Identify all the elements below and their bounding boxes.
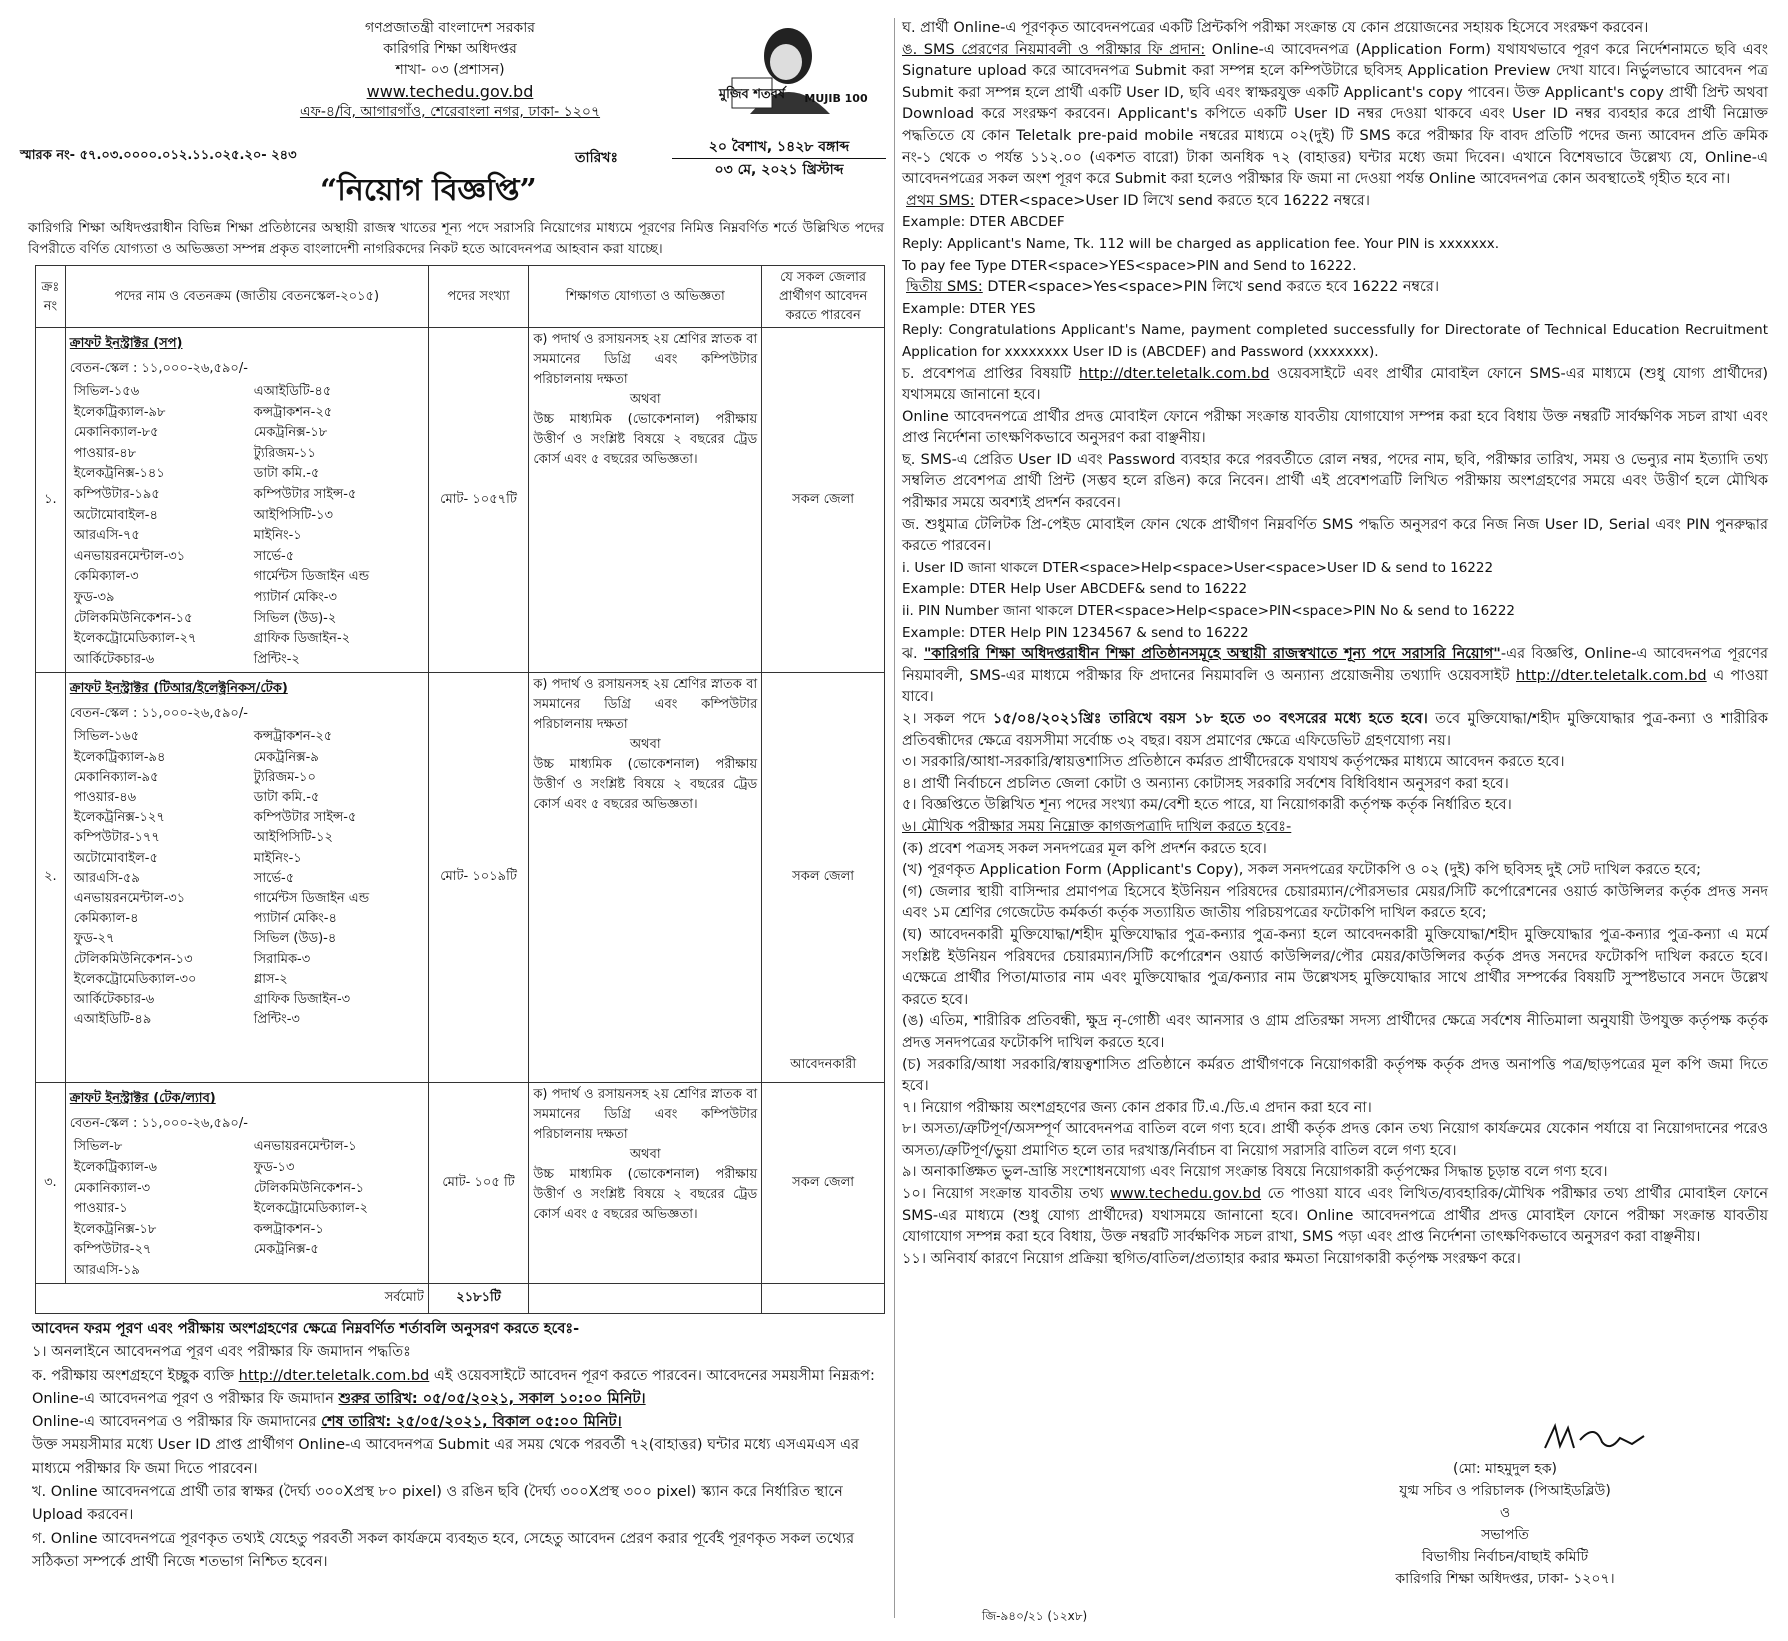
total-empty [762,1284,885,1314]
cond-jha-suffix: এ পাওয়া যাবে। [902,667,1768,706]
signatory-office: কারিগরি শিক্ষা অধিদপ্তর, ঢাকা- ১২০৭। [1395,1571,1615,1587]
qualification-cell [529,673,762,1083]
cond-ja: জ. শুধুমাত্র টেলিটক প্রি-পেইড মোবাইল ফোন থেকে প্রার্থীগণ নিম্নবর্ণিত SMS পদ্ধতি অনুসরণ করে নিজ নিজ User ID, Serial এবং PIN পুনরুদ্ধার করতে পারবেন। [902,516,1768,555]
th-qualification: শিক্ষাগত যোগ্যতা ও অভিজ্ঞতা [529,266,762,328]
th-count: পদের সংখ্যা [428,266,529,328]
online-note: Online আবেদনপত্রে প্রার্থীর প্রদত্ত মোবাইল ফোনে পরীক্ষা সংক্রান্ত যাবতীয় যোগাযোগ সম্পন্ন করা হবে বিধায় উক্ত নম্বরটি সার্বক্ষণিক সচল রাখা এবং প্রাপ্ত নির্দেশনা তাৎক্ষণিকভাবে অনুসরণ করা বাঞ্ছনীয়। [902,408,1768,447]
trade-item: মেকানিক্যাল-৮৫ [73,425,159,441]
cond-fee-time: উক্ত সময়সীমার মধ্যে User ID প্রাপ্ত প্রার্থীগণ Online-এ আবেদনপত্র Submit এর সময় থেকে পরবর্তী ৭২(বাহাত্তর) ঘন্টার মধ্যে এসএমএস এর মাধ্যমে পরীক্ষার ফি জমা দিতে পারবেন। [32,1437,860,1477]
cond-cha-text2: ওয়েবসাইটে এবং প্রার্থীর মোবাইল ফোনে SMS-এর মাধ্যমে (শুধু যোগ্য প্রার্থীদের) যথাসময়ে জানানো হবে। [902,365,1768,404]
trade-item: আইপিসিটি-১২ [253,830,333,846]
trade-item: ইলেকট্রনিক্স-১৮ [73,1221,157,1237]
trade-item: ট্যুরিজম-১১ [253,445,316,461]
cond-3: ৩। সরকারি/আধা-সরকারি/স্বায়ত্তশাসিত প্রতিষ্ঠানে কর্মরত প্রার্থীদেরকে যথাযথ কর্তৃপক্ষের মাধ্যমে আবেদন করতে হবে। [902,754,1565,771]
trade-item: গ্রাফিক ডিজাইন-২ [253,631,351,647]
district-cell [762,673,885,1083]
trade-item: গ্লাস-২ [253,971,288,987]
trade-item: টেলিকমিউনিকেশন-১ [253,1180,365,1196]
mujib-100-logo [718,20,868,116]
trade-item: মাইনিং-১ [253,528,302,544]
cond-cha [902,364,1768,407]
trade-list [70,727,424,1030]
cond-cha-text: চ. প্রবেশপত্র প্রাপ্তির বিষয়টি [902,365,1079,382]
row-serial: ২. [36,673,66,1083]
trade-item: কেমিক্যাল-৩ [73,569,139,585]
trade-item: অটোমোবাইল-৪ [73,507,158,523]
trade-item: ইলেকট্রনিক্স-১২৭ [73,810,165,826]
trade-item: টেলিকমিউনিকেশন-১৫ [73,610,193,626]
cond-6: ৬। মৌখিক পরীক্ষার সময় নিম্নোক্ত কাগজপত্রাদি দাখিল করতে হবেঃ- [902,818,1292,835]
trade-item: ইলেকট্রোমেডিক্যাল-২ [253,1201,368,1217]
cond-8: ৮। অসত্য/ত্রুটিপূর্ণ/অসম্পূর্ণ আবেদনপত্র বাতিল বলে গণ্য হবে। প্রার্থী কর্তৃক প্রদত্ত কোন তথ্য নিয়োগ কার্যক্রমের যেকোন পর্যায়ে বা নিয়োগদানের পরেও অসত্য/ত্রুটিপূর্ণ/ভুয়া প্রমাণিত হলে তার দরখাস্ত/নির্বাচন বা নিয়োগ সরাসরি বাতিল বলে গণ্য হবে। [902,1121,1768,1159]
cond-gha: ঘ. প্রার্থী Online-এ পূরণকৃত আবেদনপত্রের একটি প্রিন্টকপি পরীক্ষা সংক্রান্ত যে কোন প্রয়োজনের সহায়ক হিসেবে সংরক্ষণ করবেন। [902,20,1649,36]
qualification-2: উচ্চ মাধ্যমিক (ভোকেশনাল) পরীক্ষায় উত্তীর্ণ ও সংশ্লিষ্ট বিষয়ে ২ বছরের ট্রেড কোর্স এবং ৫ বছরের অভিজ্ঞতা। [533,757,758,813]
trade-item: পাওয়ার-৪৮ [73,445,137,461]
cond-6-gha: (ঘ) আবেদনকারী মুক্তিযোদ্ধা/শহীদ মুক্তিযোদ্ধার পুত্র-কন্যার পুত্র-কন্যা হলে আবেদনকারী মুক্তিযোদ্ধা/শহীদ মুক্তিযোদ্ধার পুত্র-কন্যার পুত্র-কন্যা এ মর্মে সংশ্লিষ্ট ইউনিয়ন পরিষদের চেয়ারম্যান/সিটি কর্পোরেশন ওয়ার্ড কাউন্সিলর/পৌর মেয়র/কাউন্সিলর কর্তৃক প্রদত্ত সনদের ফটোকপি দাখিল করতে হবে। এক্ষেত্রে প্রার্থীর পিতা/মাতার নাম এবং মুক্তিযোদ্ধার পুত্র/কন্যার নাম উল্লেখসহ মুক্তিযোদ্ধার সাথে প্রার্থীর সম্পর্কের বিষয়টি সুস্পষ্টভাবে সনদে উল্লেখ করতে হবে। [902,926,1768,1008]
cond-2-prefix: ২। সকল পদে [902,711,993,727]
header-address: এফ-৪/বি, আগারগাঁও, শেরেবাংলা নগর, ঢাকা- ১২০৭ [299,104,601,120]
qualification-1: ক) পদার্থ ও রসায়নসহ ২য় শ্রেণির স্নাতক বা সমমানের ডিগ্রি এবং কম্পিউটার পরিচালনায় দক্ষতা [533,1087,758,1143]
trade-item: প্যাটার্ন মেকিং-৪ [253,911,337,927]
trade-item: সার্ভে-৫ [253,870,295,886]
trade-item: আইপিসিটি-১৩ [253,507,333,523]
trade-item: সিরামিক-৩ [253,951,311,967]
notice-title: “নিয়োগ বিজ্ঞপ্তি” [320,173,537,208]
date-label: তারিখঃ [575,150,618,166]
cond-ga: গ. Online আবেদনপত্রে পূরণকৃত তথ্যই যেহেতু পরবর্তী সকল কার্যক্রমে ব্যবহৃত হবে, সেহেতু আবেদন প্রেরণ করার পূর্বেই পূরণকৃত সকল তথ্যের সঠিকতা সম্পর্কে প্রার্থী নিজে শতভাগ নিশ্চিত হবেন। [32,1530,855,1570]
intro-paragraph: কারিগরি শিক্ষা অধিদপ্তরাধীন বিভিন্ন শিক্ষা প্রতিষ্ঠানের অস্থায়ী রাজস্ব খাতের শূন্য পদে সরাসরি নিয়োগের মাধ্যমে পূরণের নিমিত্ত নিম্নবর্ণিত শর্তে উল্লিখিত পদের বিপরীতে বর্ণিত যোগ্যতা ও অভিজ্ঞতা সম্পন্ন প্রকৃত বাংলাদেশী নাগরিকদের নিকট হতে আবেদনপত্র আহবান করা যাচ্ছে। [28,220,884,257]
cond-9: ৯। অনাকাঙ্ক্ষিত ভুল-ভ্রান্তি সংশোধনযোগ্য এবং নিয়োগ সংক্রান্ত বিষয়ে নিয়োগকারী কর্তৃপক্ষের সিদ্ধান্ত চূড়ান্ত বলে গণ্য হবে। [902,1164,1608,1181]
end-date: শেষ তারিখ: ২৫/০৫/২০২১, বিকাল ০৫:০০ মিনিট। [321,1414,622,1431]
end-date-line [32,1411,886,1434]
cond-6-cha: (চ) সরকারি/আধা সরকারি/স্বায়ত্বশাসিত প্রতিষ্ঠানে কর্মরত প্রার্থীগণকে নিয়োগকারী কর্তৃপক্ষ কর্তৃক প্রদত্ত অনাপত্তি পত্র/ছাড়পত্রের মূল কপি জমা দিতে হবে। [902,1056,1768,1095]
trade-item: মেকট্রনিক্স-৯ [253,749,319,765]
cond-ka [32,1365,886,1388]
sms-rules-text: Online-এ আবেদনপত্র (Application Form) যথাযথভাবে পূরণ করে নির্দেশনামতে ছবি এবং Signature upload করে আবেদনপত্র Submit করা সম্পন্ন হলে কম্পিউটারে ছবিসহ Application Preview দেখা যাবে। নির্ভুলভাবে আবেদন পত্র Submit করা সম্পন্ন হলে প্রার্থী একটি User ID, ছবি এবং স্বাক্ষরযুক্ত একটি Applicant's copy পাবেন। উক্ত Applicant's copy প্রার্থী প্রিন্ট অথবা Download করে সংরক্ষণ করবেন। Applicant's কপিতে একটি User ID নম্বর দেওয়া থাকবে এবং User ID নম্বর ব্যবহার করে প্রার্থী নিম্নোক্ত পদ্ধতিতে যে কোন Teletalk pre-paid mobile নম্বরের মাধ্যমে ০২(দুই) টি SMS করে পরীক্ষার ফি বাবদ প্রতিটি পদের জন্য আবেদন প্রতি ক্রমিক নং-১ থেকে ৩ পর্যন্ত ১১২.০০ (একশত বারো) টাকা অনধিক ৭২ (বাহাত্তর) ঘন্টার মধ্যে জমা দিবেন। এখানে বিশেষভাবে উল্লেখ্য যে, Online-এ আবেদনপত্রের সকল অংশ পূরণ করে Submit করা হলেও পরীক্ষার ফি জমা না দেওয়া পর্যন্ত Online আবেদনপত্র কোন অবস্থাতেই গৃহীত হবে না। [902,41,1768,188]
conditions-heading: আবেদন ফরম পূরণ এবং পরীক্ষায় অংশগ্রহণের ক্ষেত্রে নিম্নবর্ণিত শর্তাবলি অনুসরণ করতে হবেঃ- [32,1321,580,1337]
trade-item: মাইনিং-১ [253,850,302,866]
post-count: মোট- ১০৫ টি [428,1083,529,1284]
header-line3: শাখা- ০৩ (প্রশাসন) [395,62,505,78]
table-row [36,328,885,673]
cond-6-ka: (ক) প্রবেশ পত্রসহ সকল সনদপত্রের মূল কপি প্রদর্শন করতে হবে। [902,840,1267,857]
cond-10-prefix: ১০। নিয়োগ সংক্রান্ত যাবতীয় তথ্য [902,1186,1110,1203]
district-applicant: আবেদনকারী [790,1057,857,1073]
application-conditions [32,1318,886,1574]
cond-5: ৫। বিজ্ঞপ্তিতে উল্লিখিত শূন্য পদের সংখ্যা কম/বেশী হতে পারে, যা নিয়োগকারী কর্তৃপক্ষ কর্তৃক নির্ধারিত হবে। [902,797,1512,814]
table-row [36,673,885,1083]
trade-item: কন্সট্রাকশন-১ [253,1221,324,1237]
qualification-cell [529,328,762,673]
trade-item: সিভিল-১৬৫ [73,729,140,745]
trade-item: মেকানিক্যাল-৯৫ [73,769,159,785]
trade-item: ইলেকট্রিক্যাল-৯৮ [73,404,166,420]
trade-item: কেমিক্যাল-৪ [73,911,139,927]
reference-number: স্মারক নং- ৫৭.০৩.০০০০.০১২.১১.০২৫.২০- ২৪৩ [20,148,297,163]
trade-item: সার্ভে-৫ [253,548,295,564]
trade-item: গার্মেন্টস ডিজাইন এন্ড [253,569,370,585]
office-header [270,18,630,123]
total-label: সর্বমোট [36,1284,429,1314]
sms2-example: Example: DTER YES [902,300,1036,317]
ji-number: জি-৯৪০/২১ (১২x৮) [982,1609,1088,1623]
sms1-heading: প্রথম SMS: [906,192,975,209]
cond-jha [902,644,1768,709]
age-limit: ১৫/০৪/২০২১খ্রিঃ তারিখে বয়স ১৮ হতে ৩০ বৎসরের মধ্যে হতে হবে। [992,711,1428,727]
cond-2 [902,709,1768,752]
trade-item: কম্পিউটার-১৯৫ [73,486,160,502]
sms1-text: DTER<space>User ID লিখে send করতে হবে 16222 নম্বরে। [974,192,1370,209]
table-header-row [36,266,885,328]
cond-jha-title: "কারিগরি শিক্ষা অধিদপ্তরাধীন শিক্ষা প্রতিষ্ঠানসমূহে অস্থায়ী রাজস্বখাতে শূন্য পদে সরাসরি নিয়োগ" [923,646,1501,663]
trade-item: আরএসি-৫৯ [73,870,140,886]
signature-block [1350,1458,1660,1590]
signatory-designation: যুগ্ম সচিব ও পরিচালক (পিআইডব্লিউ) [1399,1483,1611,1499]
trade-item: আরএসি-১৯ [73,1262,140,1278]
trade-item: ট্যুরিজম-১০ [253,769,316,785]
trade-item: টেলিকমিউনিকেশন-১৩ [73,951,193,967]
post-name: ক্রাফট ইনস্ট্রাক্টর (সপ) [69,336,183,351]
trade-item: এনভায়রনমেন্টাল-৩১ [73,890,186,906]
trade-item: ইলেকট্রনিক্স-১৪১ [73,466,165,482]
trade-item: এআইডিটি-৪৯ [73,1012,152,1028]
date-bangla: ২০ বৈশাখ, ১৪২৮ বঙ্গাব্দ [672,136,886,159]
trade-item: গার্মেন্টস ডিজাইন এন্ড [253,890,370,906]
cond-6-umo: (ঙ) এতিম, শারীরিক প্রতিবন্ধী, ক্ষুদ্র নৃ-গোষ্ঠী এবং আনসার ও গ্রাম প্রতিরক্ষা সদস্য প্রার্থীদের ক্ষেত্রে সর্বশেষ নীতিমালা অনুযায়ী উপযুক্ত কর্তৃপক্ষ কর্তৃক প্রদত্ত সনদপত্রের ফটোকপি দাখিল করতে হবে। [902,1013,1768,1051]
cond-2-text: তবে মুক্তিযোদ্ধা/শহীদ মুক্তিযোদ্ধার পুত্র-কন্যা ও শারীরিক প্রতিবন্ধীদের ক্ষেত্রে বয়সসীমা সর্বোচ্চ ৩২ বছর। বয়স প্রমাণের ক্ষেত্রে এফিডেভিট গ্রহণযোগ্য নয়। [902,711,1768,749]
teletalk-link[interactable]: http://dter.teletalk.com.bd [238,1367,430,1384]
row-post-cell [65,1083,428,1284]
trade-item: মেকট্রনিক্স-১৮ [253,425,328,441]
start-date-prefix: Online-এ আবেদনপত্র পূরণ ও পরীক্ষার ফি জমাদান [32,1390,339,1407]
cond-11: ১১। অনিবার্য কারণে নিয়োগ প্রক্রিয়া স্থগিত/বাতিল/প্রত্যাহার করার ক্ষমতা নিয়োগকারী কর্তৃপক্ষ সংরক্ষণ করে। [902,1250,1521,1267]
teletalk-link[interactable]: http://dter.teletalk.com.bd [1078,365,1270,382]
trade-item: এনভায়রনমেন্টাল-১ [253,1139,357,1155]
trade-item: কন্সট্রাকশন-২৫ [253,729,333,745]
cond-jha-text: -এর বিজ্ঞপ্তি, Online-এ আবেদনপত্র পূরণের নিয়মাবলী, SMS-এর মাধ্যমে পরীক্ষার ফি প্রদানের নিয়মাবলি ও অন্যান্য প্রয়োজনীয় তথ্যাদি ওয়েবসাইট [902,646,1768,684]
date-box [672,136,886,181]
end-date-prefix: Online-এ আবেদনপত্র ও পরীক্ষার ফি জমাদানের [32,1414,322,1431]
cond-jha-prefix: ঝ. [902,646,924,663]
row-post-cell [65,328,428,673]
qualification-or: অথবা [629,1147,661,1163]
pay-scale: বেতন-স্কেল : ১১,০০০-২৬,৫৯০/- [69,706,248,722]
trade-item: সিভিল (উড)-২ [253,610,337,626]
trade-list [70,1137,424,1281]
trade-item: আরএসি-৭৫ [73,528,140,544]
qualification-2: উচ্চ মাধ্যমিক (ভোকেশনাল) পরীক্ষায় উত্তীর্ণ ও সংশ্লিষ্ট বিষয়ে ২ বছরের ট্রেড কোর্স এবং ৫ বছরের অভিজ্ঞতা। [533,412,758,467]
qualification-1: ক) পদার্থ ও রসায়নসহ ২য় শ্রেণির স্নাতক বা সমমানের ডিগ্রি এবং কম্পিউটার পরিচালনায় দক্ষতা [533,677,758,733]
sms2-heading: দ্বিতীয় SMS: [906,279,983,296]
trade-item: সিভিল-১৫৬ [73,384,140,399]
trade-item: প্যাটার্ন মেকিং-৩ [253,589,337,605]
trade-item: সিভিল (উড)-৪ [253,931,337,947]
header-line2: কারিগরি শিক্ষা অধিদপ্তর [383,41,517,57]
cond-6-kha: (খ) পূরণকৃত Application Form (Applicant's Copy), সকল সনদপত্রের ফটোকপি ও ০২ (দুই) কপি ছবিসহ দুই সেট দাখিল করতে হবে; [902,862,1702,879]
trade-item [254,1261,424,1282]
qualification-1: ক) পদার্থ ও রসায়নসহ ২য় শ্রেণির স্নাতক বা সমমানের ডিগ্রি এবং কম্পিউটার পরিচালনায় দক্ষতা [533,332,758,387]
trade-item: ফুড-১৩ [253,1159,295,1175]
total-row [36,1284,885,1314]
qualification-or: অথবা [629,737,661,753]
cond-ka-text: ক. পরীক্ষায় অংশগ্রহণে ইচ্ছুক ব্যক্তি [32,1367,239,1384]
start-date-line [32,1388,886,1411]
district-cell: সকল জেলা [762,328,885,673]
teletalk-link[interactable]: http://dter.teletalk.com.bd [1516,667,1707,684]
total-empty [529,1284,762,1314]
row-serial: ৩. [36,1083,66,1284]
notice-page [20,18,1768,1624]
trade-item: আর্কিটেকচার-৬ [73,991,155,1007]
total-value: ২১৮১টি [428,1284,529,1314]
logo-text2: MUJIB 100 [804,92,868,105]
sms1-pay: To pay fee Type DTER<space>YES<space>PIN and Send to 16222. [902,257,1357,274]
cond-7: ৭। নিয়োগ পরীক্ষায় অংশগ্রহণের জন্য কোন প্রকার টি.এ./ডি.এ প্রদান করা হবে না। [902,1099,1372,1116]
trade-item: ইলেকট্রিক্যাল-৯৪ [73,749,166,765]
trade-item: ফুড-৩৯ [73,589,115,605]
trade-item: প্রিন্টিং-২ [253,651,300,667]
qualification-2: উচ্চ মাধ্যমিক (ভোকেশনাল) পরীক্ষায় উত্তীর্ণ ও সংশ্লিষ্ট বিষয়ে ২ বছরের ট্রেড কোর্স এবং ৫ বছরের অভিজ্ঞতা। [533,1167,758,1223]
techedu-link[interactable]: www.techedu.gov.bd [1109,1186,1262,1203]
right-column [902,18,1768,1270]
district-cell: সকল জেলা [762,1083,885,1284]
trade-item: ইলেকট্রোমেডিক্যাল-৩০ [73,971,197,987]
cond-6-ga: (গ) জেলার স্থায়ী বাসিন্দার প্রমাণপত্র হিসেবে ইউনিয়ন পরিষদের চেয়ারম্যান/পৌরসভার মেয়র/সিটি কর্পোরেশনের ওয়ার্ড কাউন্সিলর কর্তৃক প্রদত্ত সনদ এবং ১ম শ্রেণির গেজেটেড কর্মকর্তা কর্তৃক সত্যায়িত জাতীয় পরিচয়পত্রের ফটোকপি দাখিল করতে হবে; [902,883,1768,922]
column-divider [894,18,895,1618]
post-name: ক্রাফট ইনস্ট্রাক্টর (টিআর/ইলেক্ট্রনিকস/টেক) [69,681,288,697]
pay-scale: বেতন-স্কেল : ১১,০০০-২৬,৫৯০/- [69,1116,248,1132]
signatory-name: (মো: মাহমুদুল হক) [1453,1461,1557,1477]
recover-userid: i. User ID জানা থাকলে DTER<space>Help<space>User<space>User ID & send to 16222 [902,559,1494,576]
cond-ka-text2: এই ওয়েবসাইটে আবেদন পূরণ করতে পারবেন। আবেদনের সময়সীমা নিম্নরূপ: [429,1367,875,1384]
qualification-cell [529,1083,762,1284]
signatory-committee: বিভাগীয় নির্বাচন/বাছাই কমিটি [1421,1549,1589,1565]
cond-4: ৪। প্রার্থী নির্বাচনে প্রচলিত জেলা কোটা ও অন্যান্য কোটাসহ সরকারি সর্বশেষ বিধিবিধান অনুসরণ করা হবে। [902,775,1509,792]
date-english: ০৩ মে, ২০২১ খ্রিস্টাব্দ [714,162,844,178]
trade-item: কম্পিউটার-১৭৭ [73,830,160,846]
sms2-line [902,277,1768,299]
sms1-reply: Reply: Applicant's Name, Tk. 112 will be charged as application fee. Your PIN is xxxxxxx. [902,235,1500,252]
trade-item: এআইডিটি-৪৫ [253,384,332,399]
header-website[interactable]: www.techedu.gov.bd [366,82,534,101]
signature-scribble [1540,1418,1650,1458]
post-name: ক্রাফট ইনস্ট্রাক্টর (টেক/ল্যাব) [69,1091,216,1107]
table-row [36,1083,885,1284]
row-serial: ১. [36,328,66,673]
trade-item: কম্পিউটার সাইন্স-৫ [253,486,357,502]
trade-item: সিভিল-৮ [73,1139,123,1155]
start-date: শুরুর তারিখ: ০৫/০৫/২০২১, সকাল ১০:০০ মিনিট। [338,1390,646,1407]
sms2-reply: Reply: Congratulations Applicant's Name, payment completed successfully for Directorate of Technical Education Recruitment Application for xxxxxxxx User ID is (ABCDEF) and Password (xxxxxxx). [902,322,1768,360]
trade-item: প্রিন্টিং-৩ [253,1012,300,1028]
trade-item: ইলেকট্রিক্যাল-৬ [73,1159,157,1175]
cond-10 [902,1184,1768,1249]
sms2-text: DTER<space>Yes<space>PIN লিখে send করতে হবে 16222 নম্বরে। [982,279,1440,296]
district-text: সকল জেলা [792,869,855,885]
th-serial: ক্রঃ নং [36,266,66,328]
trade-item: ডাটা কমি.-৫ [253,789,320,805]
post-count: মোট- ১০৫৭টি [428,328,529,673]
trade-item: অটোমোবাইল-৫ [73,850,158,866]
post-count: মোট- ১০১৯টি [428,673,529,1083]
trade-item: কম্পিউটার-২৭ [73,1242,152,1258]
th-district: যে সকল জেলার প্রার্থীগণ আবেদন করতে পারবেন [762,266,885,328]
trade-item: পাওয়ার-৪৬ [73,789,137,805]
trade-item: আর্কিটেকচার-৬ [73,651,155,667]
trade-item: গ্রাফিক ডিজাইন-৩ [253,991,351,1007]
signatory-role: সভাপতি [1481,1527,1529,1543]
sms1-example: Example: DTER ABCDEF [902,214,1065,231]
cond-kha: খ. Online আবেদনপত্রে প্রার্থী তার স্বাক্ষর (দৈর্ঘ্য ৩০০Xপ্রস্থ ৮০ pixel) ও রঙিন ছবি (দৈর্ঘ্য ৩০০Xপ্রস্থ ৩০০ pixel) স্ক্যান করে নির্ধারিত স্থানে Upload করবেন। [32,1484,843,1524]
trade-item: ফুড-২৭ [73,931,115,947]
trade-item: এনভায়রনমেন্টাল-৩১ [73,548,186,564]
sms1-line [902,191,1768,213]
trade-item: মেকট্রনিক্স-৫ [253,1242,319,1258]
recover-pin: ii. PIN Number জানা থাকলে DTER<space>Help<space>PIN<space>PIN No & send to 16222 [902,603,1516,620]
trade-item: ইলেকট্রোমেডিক্যাল-২৭ [73,631,197,647]
pay-scale: বেতন-স্কেল : ১১,০০০-২৬,৫৯০/- [69,361,248,376]
cond-umo [902,40,1768,191]
recover-userid-example: Example: DTER Help User ABCDEF& send to 16222 [902,581,1248,598]
signatory-and: ও [1499,1505,1511,1521]
sms-rules-heading: ঙ. SMS প্রেরণের নিয়মাবলী ও পরীক্ষার ফি প্রদান: [902,41,1206,58]
th-post: পদের নাম ও বেতনক্রম (জাতীয় বেতনস্কেল-২০১৫) [65,266,428,328]
posts-table [35,265,885,1314]
header-line1: গণপ্রজাতন্ত্রী বাংলাদেশ সরকার [365,20,535,36]
row-post-cell [65,673,428,1083]
trade-item: মেকানিক্যাল-৩ [73,1180,151,1196]
trade-list [70,382,424,670]
cond-10-text: তে পাওয়া যাবে এবং লিখিত/ব্যবহারিক/মৌখিক পরীক্ষার তথ্য প্রার্থীর মোবাইল ফোনে SMS-এর মাধ্যমে (শুধু যোগ্য প্রার্থীদের) যথাসময়ে জানানো হবে। Online আবেদনপত্রে প্রার্থীর প্রদত্ত মোবাইল ফোনে পরীক্ষা সংক্রান্ত যাবতীয় যোগাযোগ সম্পন্ন করা হবে বিধায়, উক্ত নম্বরটি সার্বক্ষণিক সচল রাখা, SMS পড়া এবং প্রাপ্ত নির্দেশনা তাৎক্ষণিকভাবে অনুসরণ করা বাঞ্ছনীয়। [902,1186,1768,1246]
recover-pin-example: Example: DTER Help PIN 1234567 & send to 16222 [902,624,1249,641]
qualification-or: অথবা [629,392,661,407]
trade-item: কন্সট্রাকশন-২৫ [253,404,333,420]
cond-chha: ছ. SMS-এ প্রেরিত User ID এবং Password ব্যবহার করে পরবর্তীতে রোল নম্বর, পদের নাম, ছবি, পরীক্ষার তারিখ, সময় ও ভেন্যুর নাম ইত্যাদি তথ্য সম্বলিত প্রবেশপত্র প্রার্থী প্রিন্ট (সম্ভব হলে রঙিন) করে নিবেন। প্রার্থী এই প্রবেশপত্রটি লিখিত পরীক্ষায় অংশগ্রহণের সময়ে এবং উত্তীর্ণ হলে মৌখিক পরীক্ষার সময়ে অবশ্যই প্রদর্শন করবেন। [902,451,1768,512]
logo-text: মুজিব শতবর্ষ [718,87,786,102]
trade-item: কম্পিউটার সাইন্স-৫ [253,810,357,826]
trade-item: ডাটা কমি.-৫ [253,466,320,482]
trade-item: পাওয়ার-১ [73,1201,128,1217]
cond-1: ১। অনলাইনে আবেদনপত্র পূরণ এবং পরীক্ষার ফি জমাদান পদ্ধতিঃ [32,1344,411,1361]
